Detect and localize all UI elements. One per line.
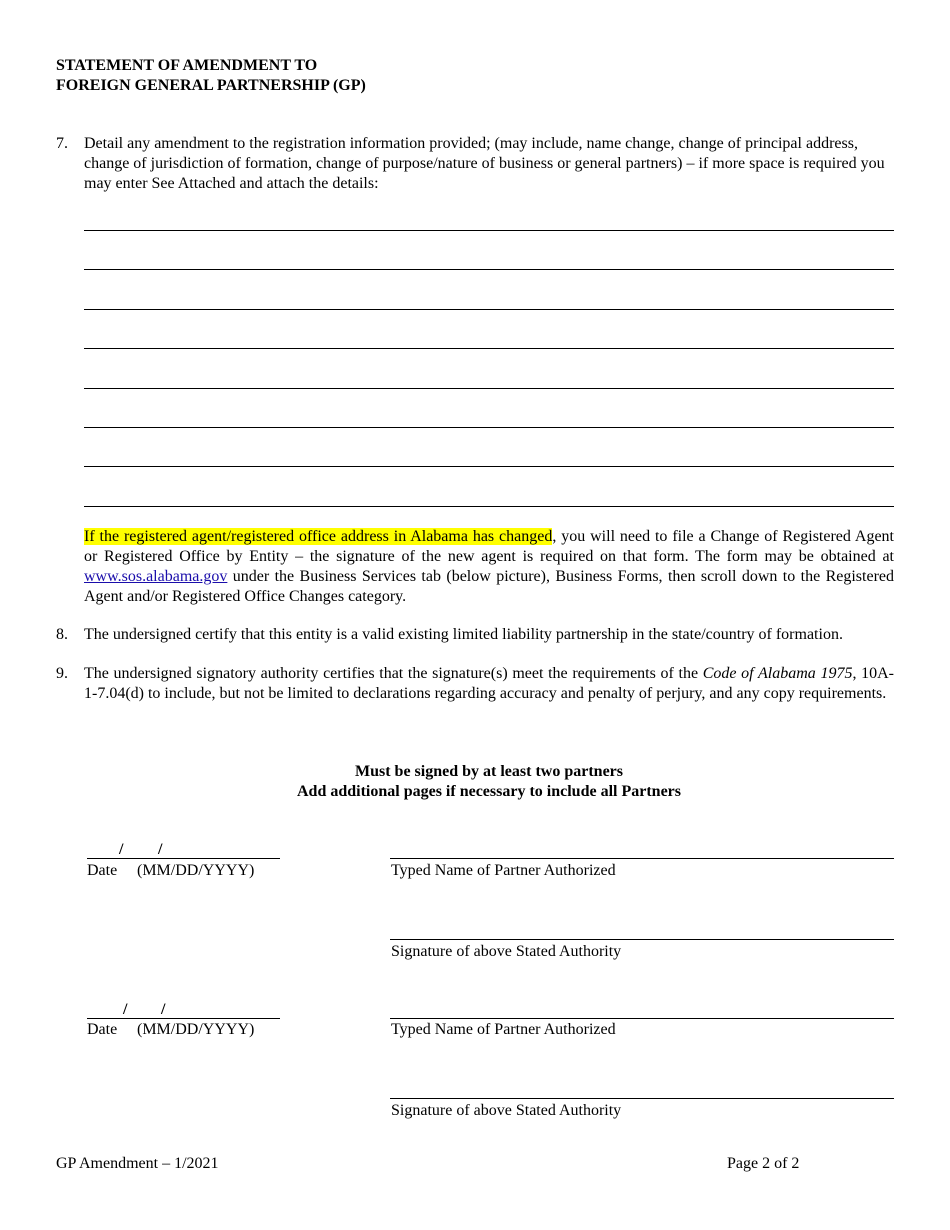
notice-highlight: If the registered agent/registered office address in Alabama has changed (84, 528, 553, 545)
date-separator: / (161, 1001, 166, 1018)
form-id-footer: GP Amendment – 1/2021 (56, 1155, 219, 1172)
amendment-answer-line[interactable] (84, 269, 894, 270)
notice-text-after-link: under the Business Services tab (below picture), Business Forms, then scroll down to the Registered Agent and/or Registered Office Changes category. (84, 568, 894, 605)
amendment-answer-line[interactable] (84, 230, 894, 231)
title-line-2: FOREIGN GENERAL PARTNERSHIP (GP) (56, 77, 366, 94)
date-separator: / (119, 841, 124, 858)
date-label: Date (87, 862, 118, 879)
amendment-answer-line[interactable] (84, 309, 894, 310)
signature-input-line[interactable] (390, 939, 894, 940)
item-9-number: 9. (56, 665, 68, 682)
code-of-alabama-citation: Code of Alabama 1975 (702, 665, 853, 682)
signature-label: Signature of above Stated Authority (391, 943, 622, 960)
typed-name-input-line[interactable] (390, 858, 894, 859)
item-8-number: 8. (56, 626, 68, 643)
item-9-text-after: , 10A-1-7.04(d) to include, but not be limited to declarations regarding accuracy and penalty of perjury, and any copy requirements. (84, 665, 895, 702)
item-7-text: Detail any amendment to the registration information provided; (may include, name change, change of principal address, change of jurisdiction of formation, change of purpose/nature of business or general partners) – if more space is required you may enter See Attached and attach the details: (84, 135, 885, 192)
date-label: Date (87, 1021, 118, 1038)
signature-label: Signature of above Stated Authority (391, 1102, 622, 1119)
typed-name-label: Typed Name of Partner Authorized (391, 862, 616, 879)
signature-input-line[interactable] (390, 1098, 894, 1099)
item-9-text-before: The undersigned signatory authority certifies that the signature(s) meet the requirements of the (84, 665, 703, 682)
date-input-line[interactable] (87, 858, 280, 859)
item-7-number: 7. (56, 135, 68, 152)
amendment-answer-line[interactable] (84, 388, 894, 389)
date-separator: / (158, 841, 163, 858)
item-8-text: The undersigned certify that this entity is a valid existing limited liability partnership in the state/country of formation. (84, 626, 843, 643)
title-line-1: STATEMENT OF AMENDMENT TO (56, 57, 318, 74)
page-title (56, 56, 366, 96)
notice-text-before-link: , you will need to file a Change of Registered Agent or Registered Office by Entity – the signature of the new agent is required on that form. The form may be obtained at (84, 528, 894, 565)
date-format-hint: (MM/DD/YYYY) (137, 1021, 255, 1038)
typed-name-label: Typed Name of Partner Authorized (391, 1021, 616, 1038)
signing-instructions (84, 762, 894, 802)
item-9-text (84, 664, 894, 704)
typed-name-input-line[interactable] (390, 1018, 894, 1019)
page-number: Page 2 of 2 (727, 1155, 800, 1172)
amendment-answer-line[interactable] (84, 506, 894, 507)
date-separator: / (123, 1001, 128, 1018)
amendment-answer-line[interactable] (84, 427, 894, 428)
date-input-line[interactable] (87, 1018, 280, 1019)
amendment-answer-line[interactable] (84, 466, 894, 467)
sos-website-link[interactable]: www.sos.alabama.gov (84, 568, 228, 585)
registered-agent-notice (84, 527, 894, 607)
amendment-answer-line[interactable] (84, 348, 894, 349)
date-format-hint: (MM/DD/YYYY) (137, 862, 255, 879)
signing-instruction-line-1: Must be signed by at least two partners (355, 763, 623, 780)
signing-instruction-line-2: Add additional pages if necessary to include all Partners (296, 783, 681, 800)
